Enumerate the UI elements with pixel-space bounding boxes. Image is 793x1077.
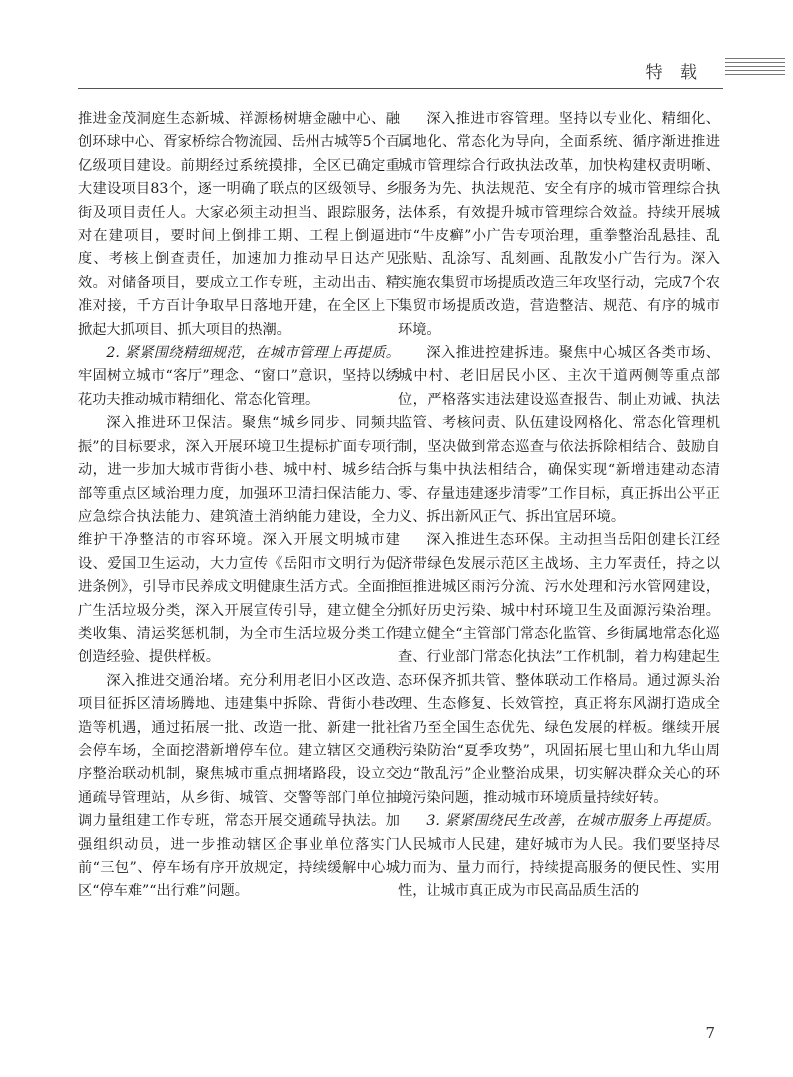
paragraph: 深入推进市容管理。坚持以专业化、精细化、属地化、常态化为导向，全面系统、循序渐进推进城市管理综合行政执法改革，加快构建权责明晰、服务为先、执法规范、安全有序的城市管理综合执法体系，有效提升城市管理综合效益。持续开展城市“牛皮癣”小广告专项治理，重拳整治乱悬挂、乱张贴、乱涂写、乱刻画、乱散发小广告行为。深入实施农集贸市场提质改造三年攻坚行动，完成7个农集贸市场提质改造，营造整洁、规范、有序的城市环境。 xyxy=(398,111,720,338)
section-label: 特 载 xyxy=(645,63,703,83)
page-number: 7 xyxy=(705,1024,715,1042)
paragraph: 深入推进环卫保洁。聚焦“城乡同步、同频共振”的目标要求，深入开展环境卫生提标扩面专项行动，进一步加大城市背街小巷、城中村、城乡结合部等重点区域治理力度，加强环卫清扫保洁能力、应急综合执法能力、建筑渣土消纳能力建设，全力维护干净整洁的市容环境。深入开展文明城市建设、爱国卫生运动，大力宣传《岳阳市文明行为促进条例》，引导市民养成文明健康生活方式。全面推广生活垃圾分类，深入开展宣传引导，建立健全分类收集、清运奖惩机制，为全市生活垃圾分类工作创造经验、提供样板。 xyxy=(78,415,400,666)
section-body: 牢固树立城市“客厅”理念、“窗口”意识，坚持以绣花功夫推动城市精细化、常态化管理。 xyxy=(78,368,400,408)
page-header xyxy=(0,0,793,90)
paragraph: 深入推进控建拆违。聚焦中心城区各类市场、城中村、老旧居民小区、主次干道两侧等重点部位，严格落实违法建设巡查报告、制止劝诫、执法监管、考核问责、队伍建设网格化、常态化管理机制，坚决做到常态巡查与依法拆除相结合、鼓励自拆与集中执法相结合，确保实现“新增违建动态清零、存量违建逐步清零”工作目标，真正拆出公平正义、拆出新风正气、拆出宜居环境。 xyxy=(398,345,720,525)
section-heading: 2. 紧紧围绕精细规范，在城市管理上再提质。 xyxy=(106,345,400,362)
header-rule xyxy=(78,88,723,89)
paragraph: 深入推进生态环保。主动担当岳阳创建长江经济带绿色发展示范区主战场、主力军责任，持之以恒推进城区雨污分流、污水处理和污水管网建设，抓好历史污染、城中村环境卫生及面源污染治理。建立健全“主管部门常态化监管、乡街属地常态化巡查、行业部门常态化执法”工作机制，着力构建起生态环保齐抓共管、整体联动工作格局。通过源头治理、生态修复、长效管控，真正将东风湖打造成全省乃至全国生态优先、绿色发展的样板。继续开展污染防治“夏季攻势”，巩固拓展七里山和九华山周边“散乱污”企业整治成果，切实解决群众关心的环境污染问题，推动城市环境质量持续好转。 xyxy=(398,532,720,806)
paragraph: 推进金茂洞庭生态新城、祥源杨树塘金融中心、融创环球中心、胥家桥综合物流园、岳州古城等5个百亿级项目建设。前期经过系统摸排，全区已确定重大建设项目83个，逐一明确了联点的区级领导、乡街及项目责任人。大家必须主动担当、跟踪服务，对在建项目，要时间上倒排工期、工程上倒逼进度、考核上倒查责任，加速加力推动早日达产见效。对储备项目，要成立工作专班，主动出击、精准对接，千方百计争取早日落地开建，在全区上下掀起大抓项目、抓大项目的热潮。 xyxy=(78,111,400,338)
section-body: 人民城市人民建，建好城市为人民。我们要坚持尽力而为、量力而行，持续提高服务的便民性、实用性，让城市真正成为市民高品质生活的 xyxy=(398,836,720,900)
left-column xyxy=(78,108,400,904)
right-column xyxy=(398,108,720,904)
section-paragraph xyxy=(398,810,720,904)
section-paragraph xyxy=(78,342,400,412)
header-decorative-lines xyxy=(725,58,785,78)
paragraph: 深入推进交通治堵。充分利用老旧小区改造、项目征拆区清场腾地、违建集中拆除、背街小巷改造等机遇，通过拓展一批、改造一批、新建一批社会停车场，全面挖潜新增停车位。建立辖区交通秩序整治联动机制，聚焦城市重点拥堵路段，设立交通疏导管理站，从乡街、城管、交警等部门单位抽调力量组建工作专班，常态开展交通疏导执法。加强组织动员，进一步推动辖区企事业单位落实门前“三包”、停车场有序开放规定，持续缓解中心城区“停车难”“出行难”问题。 xyxy=(78,672,400,900)
section-heading: 3. 紧紧围绕民生改善，在城市服务上再提质。 xyxy=(426,813,720,830)
